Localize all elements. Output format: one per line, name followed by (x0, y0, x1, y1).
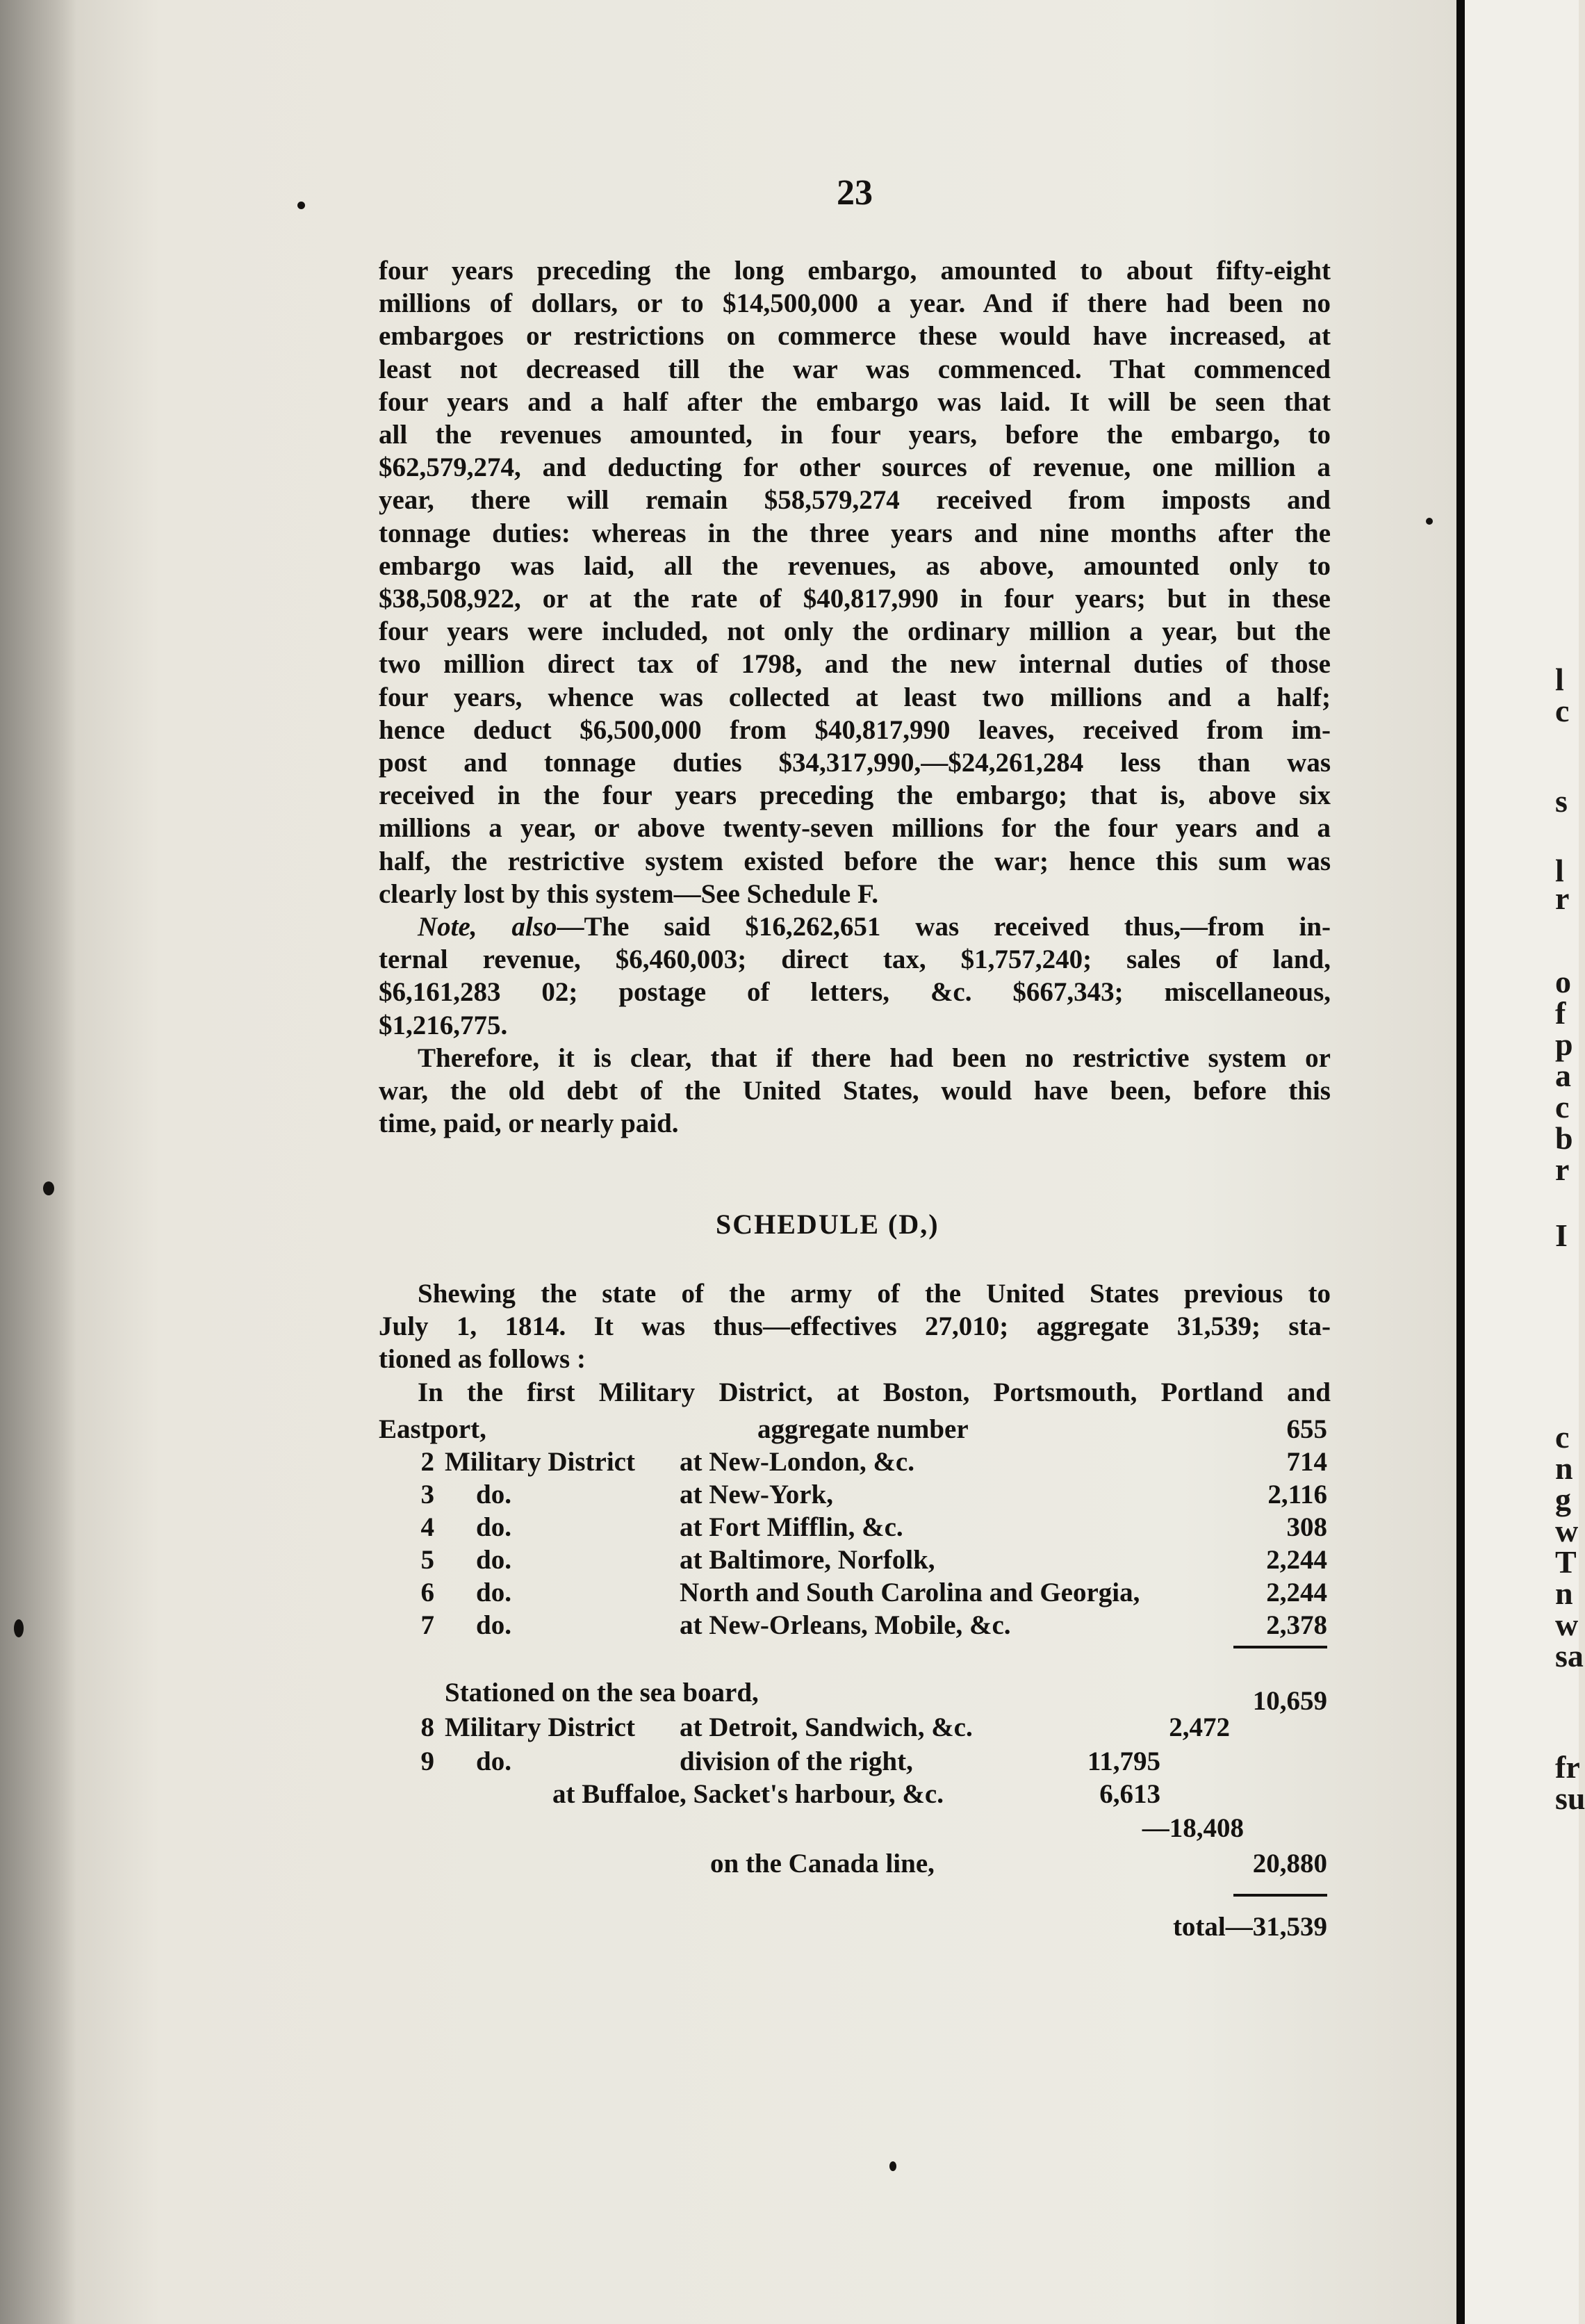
schedule-intro (379, 1277, 1331, 1409)
district-kind: Military District (445, 1447, 635, 1477)
conclusion-line: time, paid, or nearly paid. (379, 1108, 679, 1139)
district-kind: do. (476, 1545, 511, 1575)
place-cell: at New-London, &c. (680, 1447, 914, 1477)
place-cell: at Fort Mifflin, &c. (680, 1512, 903, 1542)
note-line (379, 910, 1331, 943)
adjacent-page-fragment: f (1555, 995, 1566, 1031)
adjacent-page-fragment: p (1555, 1026, 1573, 1062)
intro-line: July 1, 1814. It was thus—effectives 27,010; aggregate 31,539; sta- (379, 1311, 1331, 1342)
subtotal-value: 20,880 (1252, 1849, 1327, 1879)
body-line: received in the four years preceding the embargo; that is, above six (379, 780, 1331, 811)
conclusion-line: war, the old debt of the United States, would have been, before this (379, 1076, 1331, 1106)
page-number: 23 (837, 173, 873, 213)
adjacent-page-fragment: fr (1555, 1749, 1580, 1785)
adjacent-page-fragment: l (1555, 853, 1564, 888)
adjacent-page-fragment: o (1555, 964, 1571, 999)
sum-rule (1233, 1894, 1327, 1897)
note-line: $1,216,775. (379, 1010, 508, 1040)
adjacent-page-fragment: n (1555, 1450, 1573, 1486)
note-text: —The said $16,262,651 was received thus,—from in- (557, 912, 1331, 942)
body-line: least not decreased till the war was commenced. That commenced (379, 354, 1331, 384)
value-cell: 2,116 (1267, 1480, 1327, 1509)
body-line: four years, whence was collected at least two millions and a half; (379, 682, 1331, 712)
body-line: millions a year, or above twenty-seven millions for the four years and a (379, 813, 1331, 844)
grand-total: total—31,539 (1172, 1912, 1327, 1942)
body-line: $62,579,274, and deducting for other sources of revenue, one million a (379, 452, 1331, 483)
value-cell: 2,378 (1266, 1610, 1327, 1640)
label-cell: aggregate number (757, 1414, 969, 1444)
district-kind: do. (476, 1578, 511, 1607)
value-cell: 655 (1286, 1414, 1327, 1444)
place-cell: North and South Carolina and Georgia, (680, 1578, 1140, 1607)
adjacent-page-fragment: l (1555, 662, 1564, 697)
schedule-title: SCHEDULE (D,) (716, 1209, 939, 1240)
body-line: post and tonnage duties $34,317,990,—$24,261,284 less than was (379, 748, 1331, 778)
value-cell: 308 (1286, 1512, 1327, 1542)
body-line: four years and a half after the embargo was laid. It will be seen that (379, 386, 1331, 417)
body-line: four years preceding the long embargo, amounted to about fifty-eight (379, 256, 1331, 286)
district-number: 3 (420, 1480, 434, 1509)
body-line: two million direct tax of 1798, and the new internal duties of those (379, 649, 1331, 680)
body-line: clearly lost by this system—See Schedule F. (379, 878, 878, 909)
body-line: hence deduct $6,500,000 from $40,817,990 leaves, received from im- (379, 714, 1331, 745)
body-line: tonnage duties: whereas in the three years and nine months after the (379, 518, 1331, 548)
district-number: 7 (420, 1610, 434, 1640)
adjacent-page-fragment: g (1555, 1482, 1571, 1517)
body-line: four years were included, not only the ordinary million a year, but the (379, 616, 1331, 647)
binding-edge (0, 0, 76, 2324)
ink-speck (14, 1619, 24, 1637)
adjacent-page-fragment: w (1555, 1607, 1579, 1642)
value-cell: 2,244 (1266, 1545, 1327, 1575)
note-line: $6,161,283 02; postage of letters, &c. $667,343; miscellaneous, (379, 977, 1331, 1008)
subtotal-value: —18,408 (1142, 1813, 1244, 1843)
adjacent-page-fragment: c (1555, 1419, 1570, 1455)
conclusion-line: Therefore, it is clear, that if there had been no restrictive system or (418, 1042, 1331, 1073)
sum-rule (1233, 1646, 1327, 1648)
adjacent-page-fragment: r (1555, 1152, 1570, 1187)
district-number: 8 (420, 1712, 434, 1742)
page-gutter (1456, 0, 1465, 2324)
subtotal-label: Stationed on the sea board, (445, 1678, 759, 1708)
place-cell: at Buffaloe, Sacket's harbour, &c. (552, 1779, 944, 1809)
district-number: 4 (420, 1512, 434, 1542)
ink-speck (43, 1181, 54, 1195)
district-kind: do. (476, 1480, 511, 1509)
body-line: $38,508,922, or at the rate of $40,817,990 in four years; but in these (379, 584, 1331, 614)
adjacent-page-fragment: su (1555, 1781, 1585, 1816)
district-number: 5 (420, 1545, 434, 1575)
adjacent-page-fragment: r (1555, 881, 1570, 916)
intro-line: tioned as follows : (379, 1344, 586, 1375)
intro-line: In the first Military District, at Boston, Portsmouth, Portland and (418, 1377, 1331, 1407)
adjacent-page-fragment: sa (1555, 1638, 1584, 1674)
body-text (379, 254, 1331, 1140)
district-kind: do. (476, 1610, 511, 1640)
body-line: all the revenues amounted, in four years, before the embargo, to (379, 420, 1331, 450)
adjacent-page-fragment: s (1555, 783, 1568, 819)
adjacent-page-fragment: n (1555, 1576, 1573, 1611)
subtotal-value: 10,659 (1252, 1686, 1327, 1716)
place-cell: at Detroit, Sandwich, &c. (680, 1712, 973, 1742)
adjacent-page-fragment: a (1555, 1058, 1571, 1093)
ink-speck (297, 202, 305, 209)
adjacent-page-fragment: w (1555, 1513, 1579, 1548)
place-cell: at New-Orleans, Mobile, &c. (680, 1610, 1011, 1640)
adjacent-page-fragment: b (1555, 1120, 1573, 1156)
body-line: year, there will remain $58,579,274 received from imposts and (379, 485, 1331, 516)
subtotal-label: on the Canada line, (710, 1849, 935, 1879)
ink-speck (1426, 518, 1433, 525)
district-kind: do. (476, 1512, 511, 1542)
value-cell: 6,613 (1099, 1779, 1160, 1809)
district-kind: do. (476, 1746, 511, 1776)
value-cell: 714 (1286, 1447, 1327, 1477)
place-cell: Eastport, (379, 1414, 486, 1444)
place-cell: at Baltimore, Norfolk, (680, 1545, 935, 1575)
ink-speck (889, 2161, 896, 2171)
adjacent-page-fragment: T (1555, 1544, 1577, 1580)
note-lead: Note, also (418, 912, 557, 942)
adjacent-page-fragment: I (1555, 1218, 1568, 1253)
place-cell: at New-York, (680, 1480, 833, 1509)
adjacent-page-fragment: c (1555, 1089, 1570, 1124)
body-line: half, the restrictive system existed before the war; hence this sum was (379, 846, 1331, 876)
district-number: 9 (420, 1746, 434, 1776)
value-cell: 2,244 (1266, 1578, 1327, 1607)
note-line: ternal revenue, $6,460,003; direct tax, $1,757,240; sales of land, (379, 944, 1331, 975)
district-number: 6 (420, 1578, 434, 1607)
place-cell: division of the right, (680, 1746, 913, 1776)
body-line: millions of dollars, or to $14,500,000 a year. And if there had been no (379, 288, 1331, 319)
body-line: embargoes or restrictions on commerce these would have increased, at (379, 321, 1331, 352)
intro-line: Shewing the state of the army of the United States previous to (418, 1279, 1331, 1309)
value-cell: 11,795 (1087, 1746, 1160, 1776)
body-line: embargo was laid, all the revenues, as above, amounted only to (379, 550, 1331, 581)
adjacent-page-fragment: c (1555, 693, 1570, 728)
value-cell: 2,472 (1169, 1712, 1230, 1742)
district-number: 2 (420, 1447, 434, 1477)
district-kind: Military District (445, 1712, 635, 1742)
